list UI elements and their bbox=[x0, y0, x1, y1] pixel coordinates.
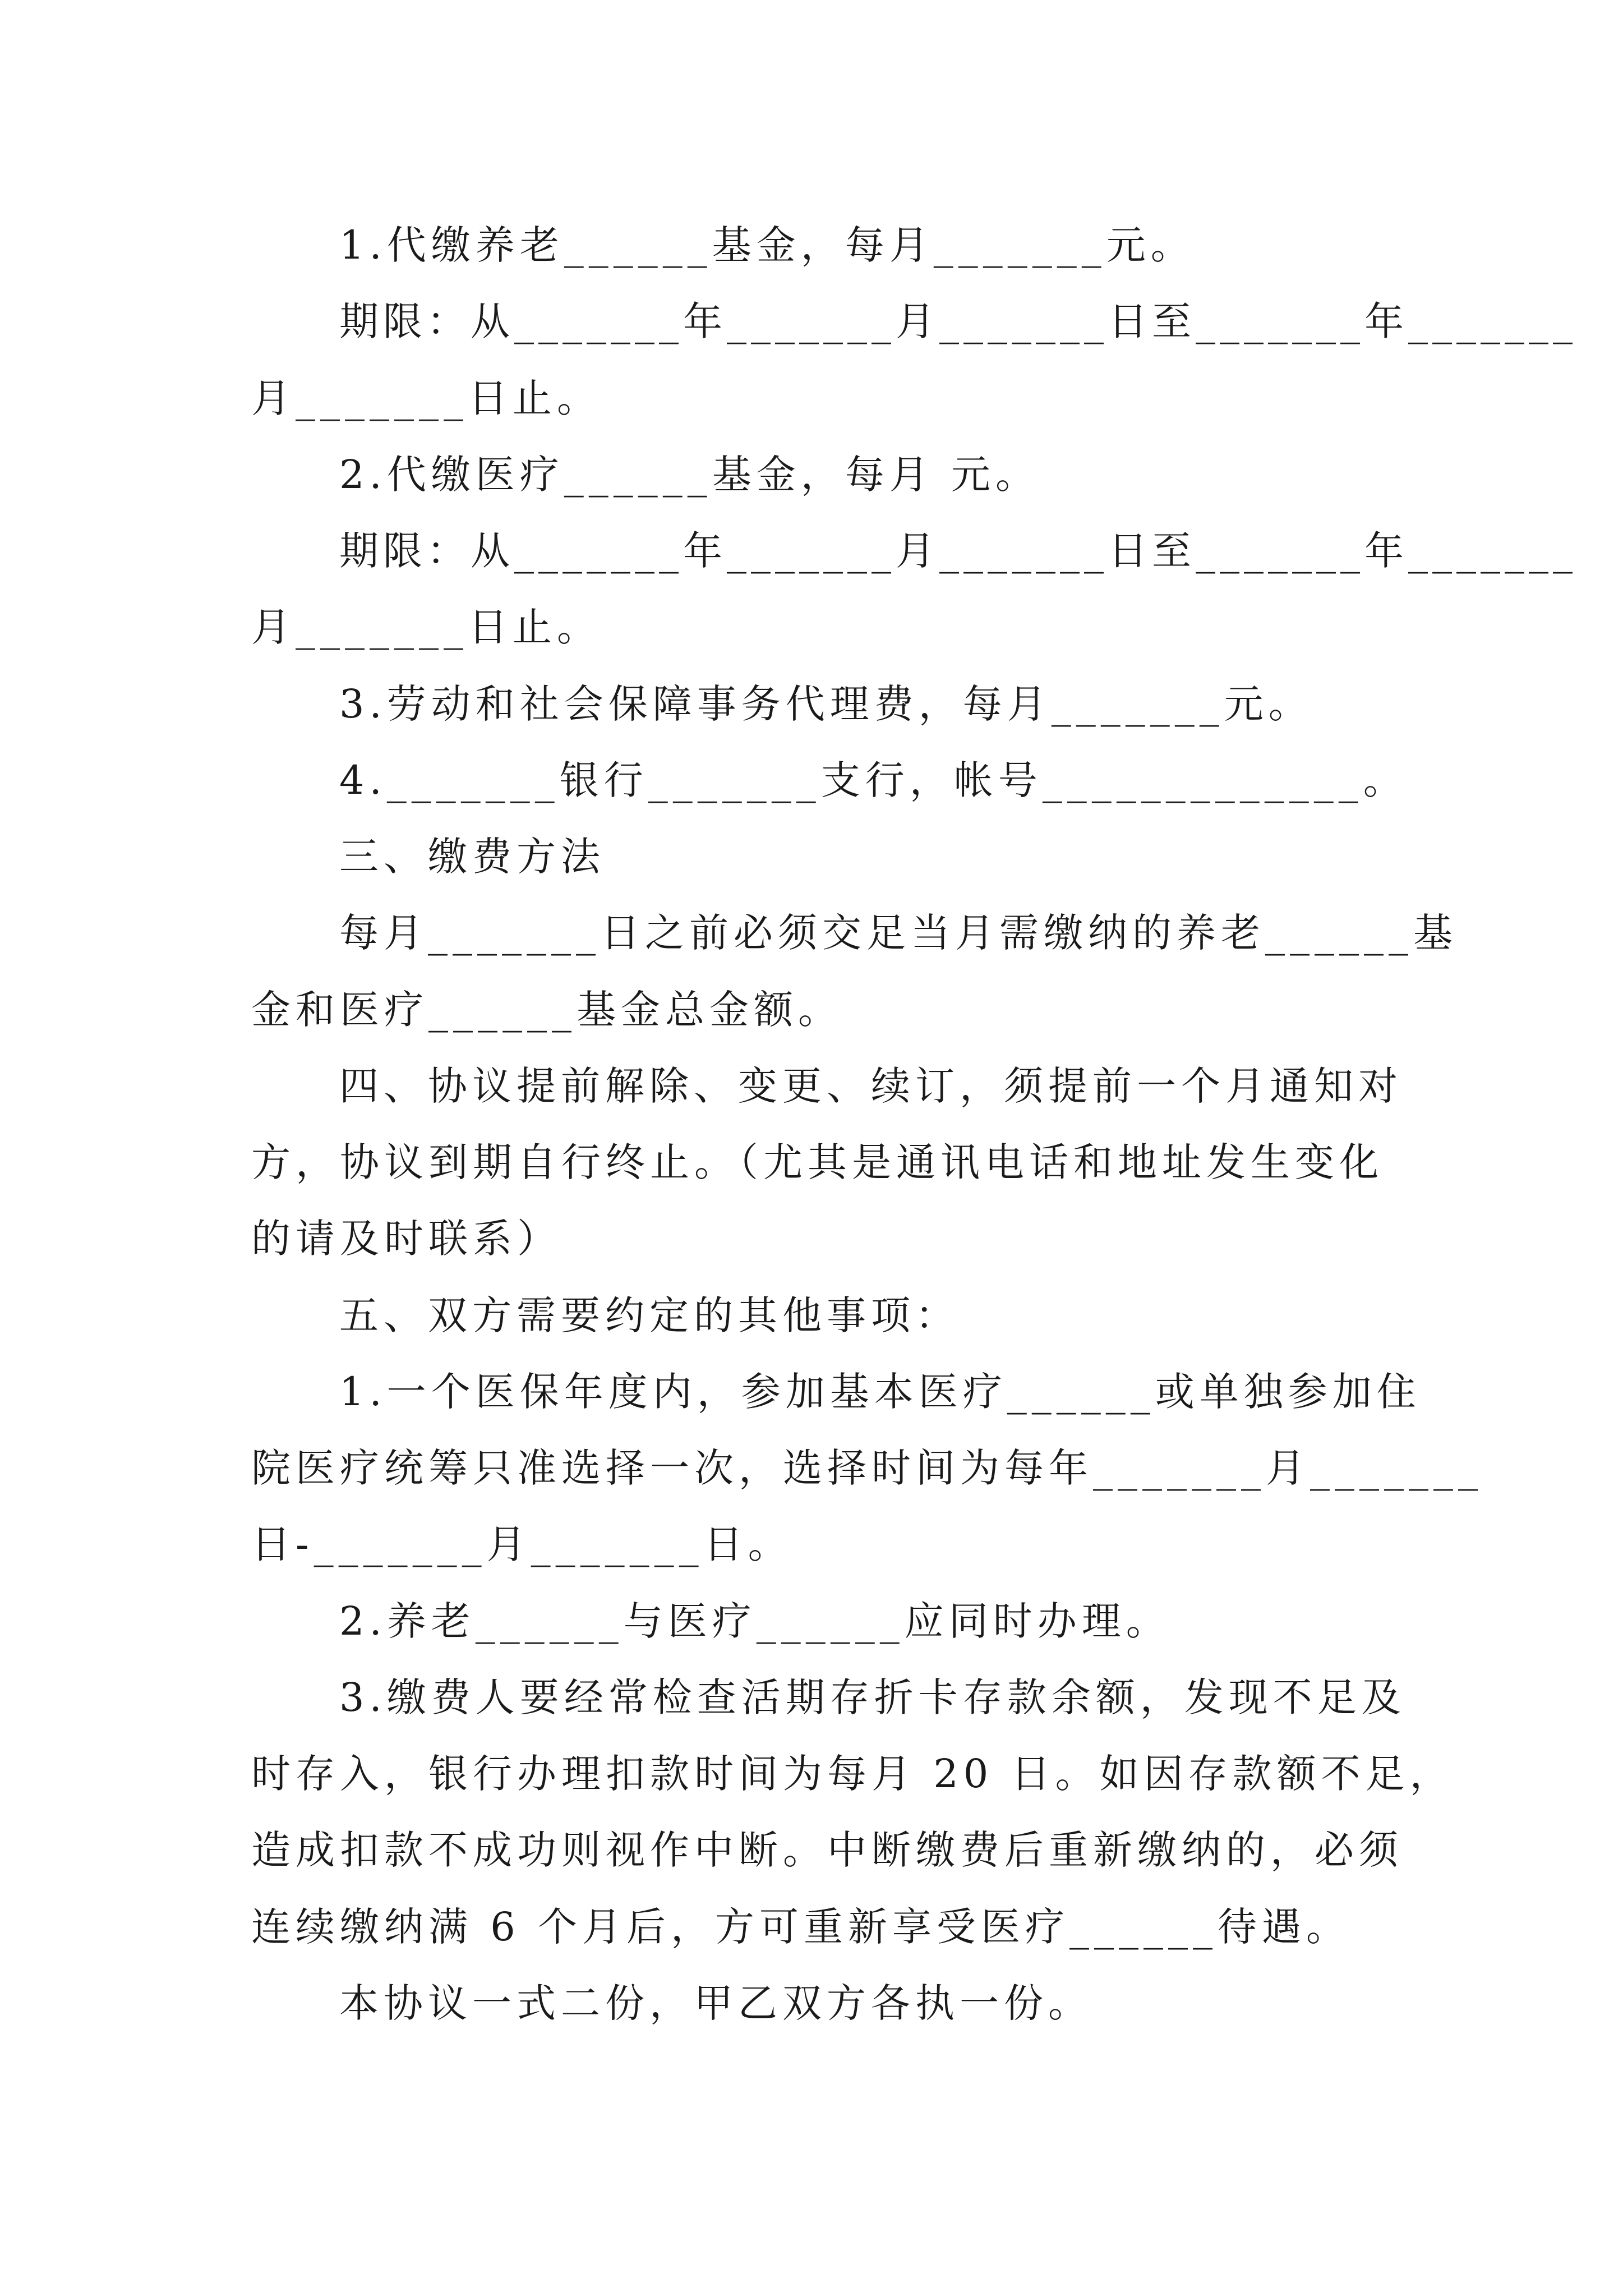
text-line: 院医疗统筹只准选择一次，选择时间为每年_______月_______ bbox=[251, 1445, 1483, 1491]
text-line: 2.代缴医疗______基金，每月 元。 bbox=[339, 452, 1040, 498]
text-line: 金和医疗______基金总金额。 bbox=[251, 987, 842, 1033]
text-line: 造成扣款不成功则视作中断。中断缴费后重新缴纳的，必须 bbox=[251, 1827, 1403, 1873]
text-line: 2.养老______与医疗______应同时办理。 bbox=[339, 1598, 1170, 1644]
text-line: 月_______日止。 bbox=[251, 604, 601, 650]
text-line: 本协议一式二份，甲乙双方各执一份。 bbox=[339, 1980, 1092, 2026]
text-line: 1.代缴养老______基金，每月_______元。 bbox=[339, 222, 1195, 268]
text-line: 1.一个医保年度内，参加基本医疗______或单独参加住 bbox=[339, 1369, 1421, 1415]
text-line: 4._______银行_______支行，帐号_____________。 bbox=[339, 757, 1408, 803]
text-line: 时存入，银行办理扣款时间为每月 20 日。如因存款额不足， bbox=[251, 1751, 1454, 1797]
text-line: 期限：从_______年_______月_______日至_______年_______ bbox=[339, 298, 1577, 344]
section-heading: 五、双方需要约定的其他事项： bbox=[339, 1292, 960, 1338]
text-line: 期限：从_______年_______月_______日至_______年_______ bbox=[339, 528, 1577, 574]
text-line: 3.劳动和社会保障事务代理费，每月_______元。 bbox=[339, 681, 1313, 727]
text-line: 连续缴纳满 6 个月后，方可重新享受医疗______待遇。 bbox=[251, 1904, 1351, 1950]
text-line: 日-_______月_______日。 bbox=[251, 1521, 792, 1567]
text-line: 3.缴费人要经常检查活期存折卡存款余额，发现不足及 bbox=[339, 1674, 1406, 1720]
section-heading: 三、缴费方法 bbox=[339, 834, 605, 880]
text-line: 方，协议到期自行终止。（尤其是通讯电话和地址发生变化 bbox=[251, 1139, 1384, 1185]
text-line: 每月_______日之前必须交足当月需缴纳的养老______基 bbox=[339, 910, 1458, 956]
text-line: 的请及时联系） bbox=[251, 1216, 561, 1262]
text-line: 月_______日止。 bbox=[251, 375, 601, 421]
section-heading: 四、协议提前解除、变更、续订，须提前一个月通知对 bbox=[339, 1063, 1403, 1109]
